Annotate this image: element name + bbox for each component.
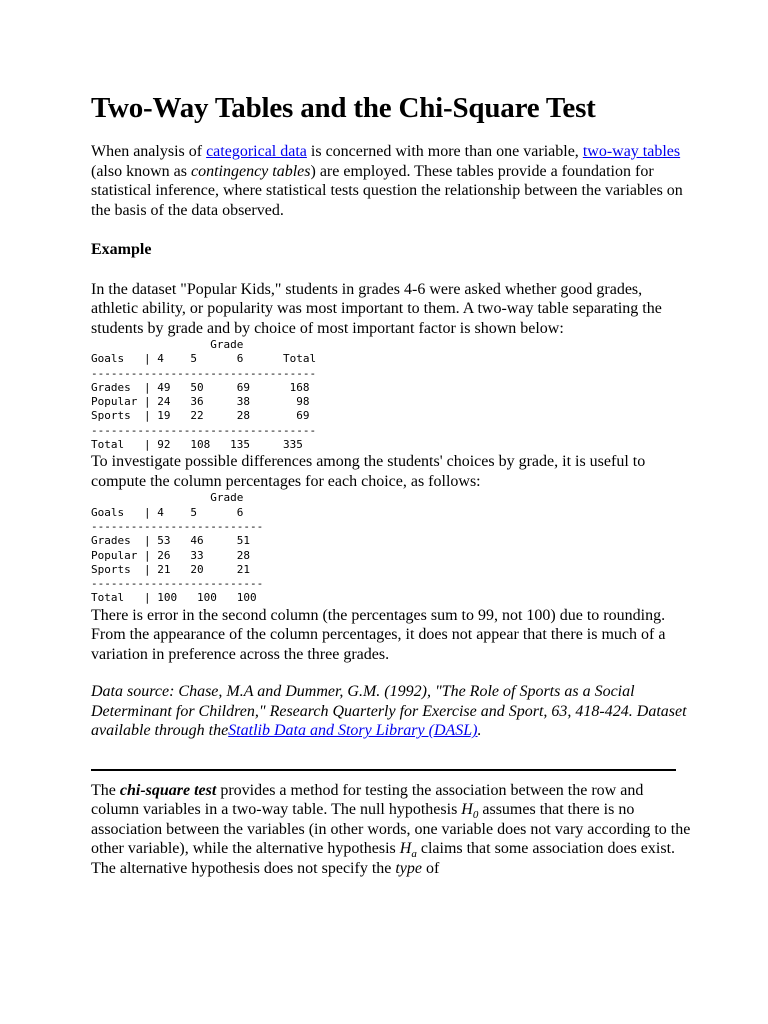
intro-paragraph [91, 142, 691, 220]
page-title: Two-Way Tables and the Chi-Square Test [91, 92, 596, 124]
percent-intro-paragraph: To investigate possible differences among the students' choices by grade, it is useful to compute the column percentages for each choice, as follows: [91, 453, 646, 490]
chi-text-4: claims that some association does exist. The alternative hypothesis does not specify the [91, 840, 676, 877]
contingency-tables-term: contingency tables [190, 162, 311, 180]
chi-square-term: chi-square test [119, 781, 217, 799]
chi-square-paragraph [91, 781, 691, 879]
section-divider [91, 769, 676, 771]
table-grade-header: Grade [91, 338, 244, 351]
source-end: . [477, 722, 482, 740]
table-header-row: Goals | 4 5 6 [91, 505, 244, 519]
table-rule: ---------------------------------- [91, 423, 317, 437]
intro-text-3: (also known as [91, 162, 191, 180]
table-total-row: Total | 92 108 135 335 [91, 438, 303, 452]
source-text: Data source: Chase, M.A and Dummer, G.M. (1992), "The Role of Sports as a Social Determinant for Children," Research Quarterly for Exercise and Sport, 63, 418-424. Dataset available through the [91, 683, 687, 740]
alt-hypothesis-symbol [399, 840, 417, 861]
chi-text-1: The [91, 781, 120, 799]
table-grade-header: Grade [91, 491, 244, 505]
table-rule: -------------------------- [91, 577, 264, 591]
table-rule: ---------------------------------- [91, 366, 317, 380]
intro-text-1: When analysis of [91, 143, 207, 160]
percentages-table [91, 491, 691, 605]
chi-text-2: provides a method for testing the association between the row and column variables in a two-way table. The null hypothesis [91, 781, 644, 819]
table-row: Sports | 19 22 28 69 [91, 409, 310, 423]
chi-text-3: assumes that there is no association between the variables (in other words, one variable does not vary according to the other variable), while the alternative hypothesis [91, 801, 691, 858]
ha-letter: H [399, 840, 412, 858]
example-heading: Example [91, 241, 152, 258]
categorical-data-link[interactable]: categorical data [206, 143, 307, 160]
intro-text-2: is concerned with more than one variable, [306, 143, 583, 160]
chi-text-5: of [422, 859, 440, 877]
table-row: Popular | 26 33 28 [91, 548, 250, 562]
example-paragraph: In the dataset "Popular Kids," students in grades 4-6 were asked whether good grades, athletic ability, or popularity was most important to them. A two-way table separating the students by grade and by choice of most important factor is shown below: [91, 280, 662, 337]
ha-subscript: a [411, 848, 417, 861]
table-row: Sports | 21 20 21 [91, 562, 250, 576]
table-total-row: Total | 100 100 100 [91, 591, 257, 605]
table-header-row: Goals | 4 5 6 Total [91, 352, 317, 366]
table-row: Popular | 24 36 38 98 [91, 395, 310, 409]
type-term: type [395, 859, 423, 877]
counts-table [91, 338, 691, 452]
intro-text-4: ) are employed. These tables provide a foundation for statistical inference, where statistical tests question the relationship between the variables on the basis of the data observed. [91, 162, 683, 219]
data-source-citation [91, 682, 691, 741]
null-hypothesis-symbol [461, 801, 479, 822]
document [91, 90, 691, 878]
two-way-tables-link[interactable]: two-way tables [582, 143, 681, 160]
table-row: Grades | 53 46 51 [91, 534, 250, 548]
table-rule: -------------------------- [91, 519, 264, 533]
h0-subscript: 0 [472, 809, 479, 822]
dasl-link[interactable]: Statlib Data and Story Library (DASL) [228, 722, 478, 740]
table-row: Grades | 49 50 69 168 [91, 380, 310, 394]
h0-letter: H [461, 801, 473, 819]
rounding-error-paragraph: There is error in the second column (the percentages sum to 99, not 100) due to rounding. From the appearance of the column percentages, it does not appear that there is much of a variation in preference across the three grades. [91, 606, 666, 663]
